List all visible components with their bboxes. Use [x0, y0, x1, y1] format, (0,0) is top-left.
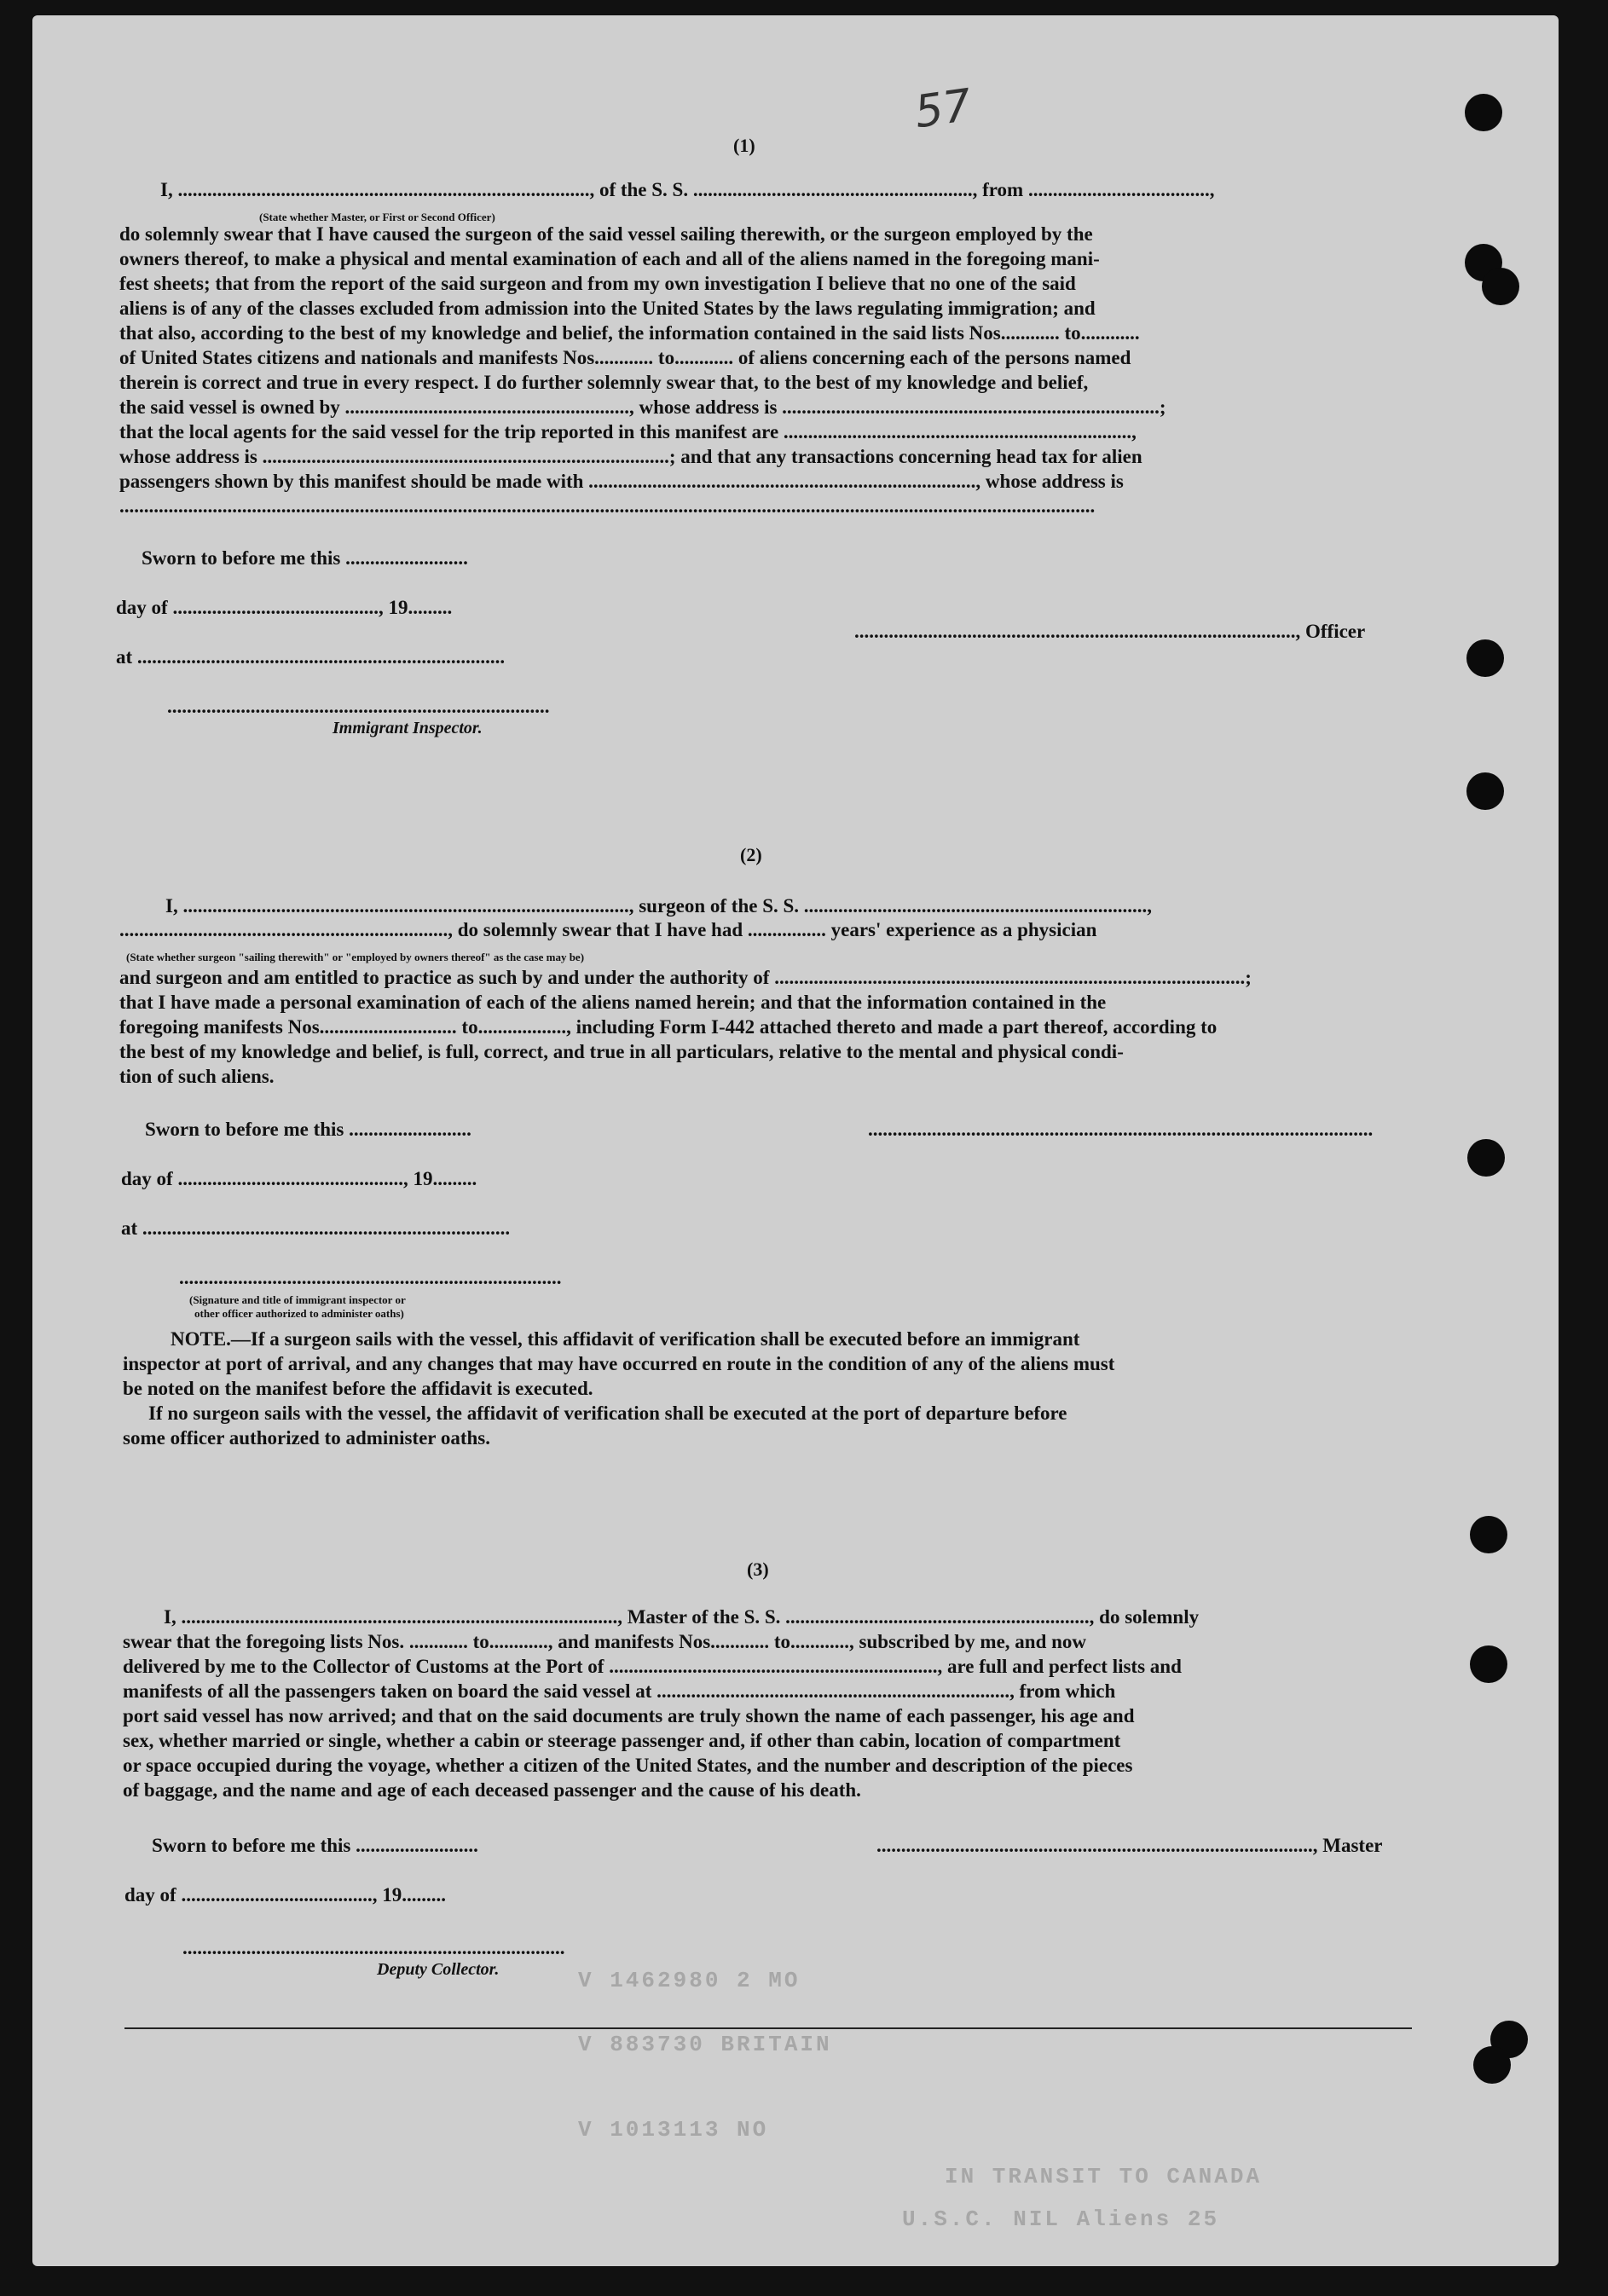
page-number: 57: [911, 79, 975, 139]
bleed-through-1: V 1462980 2 MO: [578, 1968, 801, 1993]
punch-hole: [1473, 2046, 1511, 2084]
bleed-through-4: IN TRANSIT TO CANADA: [945, 2164, 1263, 2189]
section-3-heading: (3): [747, 1559, 769, 1580]
section-2-right-line: .......................................................................................................: [868, 1119, 1374, 1140]
section-2-sig-note-1: (Signature and title of immigrant inspector or: [189, 1293, 406, 1306]
punch-hole: [1466, 772, 1504, 810]
note-line-0: NOTE.—If a surgeon sails with the vessel, this affidavit of verification shall be executed before an immigrant: [171, 1328, 1080, 1350]
section-2-sig-line: ..............................................................................: [179, 1267, 562, 1288]
section-2-day: day of .............................................., 19.........: [121, 1168, 477, 1189]
section-1-body-7: the said vessel is owned by .........................................................., whose address is .............................................................................;: [119, 396, 1166, 418]
section-1-body-5: of United States citizens and nationals and manifests Nos............ to............ of aliens concerning each of the persons named: [119, 347, 1131, 368]
section-3-sworn: Sworn to before me this .........................: [152, 1835, 478, 1856]
section-3-day: day of ......................................., 19.........: [124, 1884, 446, 1906]
section-3-body-5: sex, whether married or single, whether a cabin or steerage passenger and, if other than cabin, location of compartment: [123, 1730, 1121, 1751]
section-1-body-4: that also, according to the best of my knowledge and belief, the information contained in the said lists Nos............ to............: [119, 322, 1140, 344]
section-1-body-10: passengers shown by this manifest should be made with ..............................................................................., whose address is: [119, 471, 1124, 492]
section-3-body-1: swear that the foregoing lists Nos. ............ to............, and manifests Nos............ to............, subscribed by me, and now: [123, 1631, 1087, 1652]
section-3-body-4: port said vessel has now arrived; and that on the said documents are truly shown the name of each passenger, his age and: [123, 1705, 1135, 1726]
section-2-line2: ..................................................................., do solemnly swear that I have had ................ years' experience as a physician: [119, 919, 1097, 940]
section-2-body-0: and surgeon and am entitled to practice as such by and under the authority of ................................................................................................;: [119, 967, 1252, 988]
section-1-day: day of .........................................., 19.........: [116, 597, 453, 618]
note-line-1: inspector at port of arrival, and any changes that may have occurred en route in the condition of any of the aliens must: [123, 1353, 1115, 1374]
section-1-body-8: that the local agents for the said vessel for the trip reported in this manifest are .......................................................................,: [119, 421, 1137, 442]
section-1-inspector-line: ..............................................................................: [167, 696, 550, 717]
section-2-sig-note-2: other officer authorized to administer oaths): [194, 1307, 404, 1320]
section-1-body-9: whose address is ...................................................................................; and that any transactions concerning head tax for alien: [119, 446, 1142, 467]
section-1-body-0: do solemnly swear that I have caused the surgeon of the said vessel sailing therewith, or the surgeon employed by the: [119, 223, 1093, 245]
note-line-3: If no surgeon sails with the vessel, the affidavit of verification shall be executed at the port of departure before: [148, 1402, 1067, 1424]
section-3-body-2: delivered by me to the Collector of Customs at the Port of ..................................................................., are full and perfect lists and: [123, 1656, 1182, 1677]
punch-hole: [1470, 1645, 1507, 1683]
section-1-inspector-label: Immigrant Inspector.: [333, 719, 483, 737]
punch-hole: [1482, 268, 1519, 305]
section-1-sworn: Sworn to before me this .........................: [142, 547, 468, 569]
section-2-line2-note: (State whether surgeon "sailing therewith" or "employed by owners thereof" as the case may be): [126, 951, 585, 963]
section-3-collector-label: Deputy Collector.: [377, 1960, 500, 1979]
section-2-body-1: that I have made a personal examination of each of the aliens named herein; and that the information contained in the: [119, 992, 1107, 1013]
bottom-rule: [124, 2027, 1412, 2029]
note-line-4: some officer authorized to administer oaths.: [123, 1427, 490, 1449]
punch-hole: [1465, 94, 1502, 131]
section-1-body-11: .......................................................................................................................................................................................................: [119, 495, 1096, 517]
section-3-body-3: manifests of all the passengers taken on board the said vessel at ........................................................................, from which: [123, 1680, 1116, 1702]
section-1-body-6: therein is correct and true in every respect. I do further solemnly swear that, to the best of my knowledge and belief,: [119, 372, 1089, 393]
section-1-line1: I, ...................................................................................., of the S. S. ........................................................., from .....................................,: [160, 179, 1215, 200]
section-2-body-4: tion of such aliens.: [119, 1066, 275, 1087]
section-2-line1: I, ..........................................................................................., surgeon of the S. S. ......................................................................,: [165, 895, 1153, 917]
bleed-through-2: V 883730 BRITAIN: [578, 2032, 832, 2057]
bleed-through-5: U.S.C. NIL Aliens 25: [902, 2206, 1220, 2232]
section-1-body-2: fest sheets; that from the report of the said surgeon and from my own investigation I believe that no one of the said: [119, 273, 1076, 294]
section-2-sworn: Sworn to before me this .........................: [145, 1119, 471, 1140]
punch-hole: [1466, 639, 1504, 677]
section-1-line1-note: (State whether Master, or First or Second Officer): [259, 211, 495, 223]
section-2-body-2: foregoing manifests Nos............................ to.................., including Form I-442 attached thereto and made a part thereof, according to: [119, 1016, 1218, 1038]
section-3-body-6: or space occupied during the voyage, whether a citizen of the United States, and the number and description of the pieces: [123, 1755, 1133, 1776]
section-2-at: at ...........................................................................: [121, 1217, 511, 1239]
section-1-body-3: aliens is of any of the classes excluded from admission into the United States by the laws regulating immigration; and: [119, 298, 1096, 319]
section-2-heading: (2): [740, 844, 762, 865]
section-3-master-line: ........................................................................................., Master: [876, 1835, 1383, 1856]
document-sheet: [32, 15, 1559, 2266]
section-3-collector-line: ..............................................................................: [182, 1937, 565, 1958]
section-1-at: at ...........................................................................: [116, 646, 506, 668]
section-1-heading: (1): [733, 135, 755, 156]
punch-hole: [1467, 1139, 1505, 1177]
section-1-officer-line: .........................................................................................., Officer: [854, 621, 1366, 642]
note-line-2: be noted on the manifest before the affidavit is executed.: [123, 1378, 593, 1399]
section-1-body-1: owners thereof, to make a physical and mental examination of each and all of the aliens named in the foregoing mani-: [119, 248, 1100, 269]
punch-hole: [1470, 1516, 1507, 1553]
section-3-body-0: I, ........................................................................................., Master of the S. S. .............................................................., do solemnly: [164, 1606, 1200, 1628]
section-2-body-3: the best of my knowledge and belief, is full, correct, and true in all particulars, relative to the mental and physical condi-: [119, 1041, 1124, 1062]
bleed-through-3: V 1013113 NO: [578, 2117, 769, 2143]
section-3-body-7: of baggage, and the name and age of each deceased passenger and the cause of his death.: [123, 1779, 861, 1801]
